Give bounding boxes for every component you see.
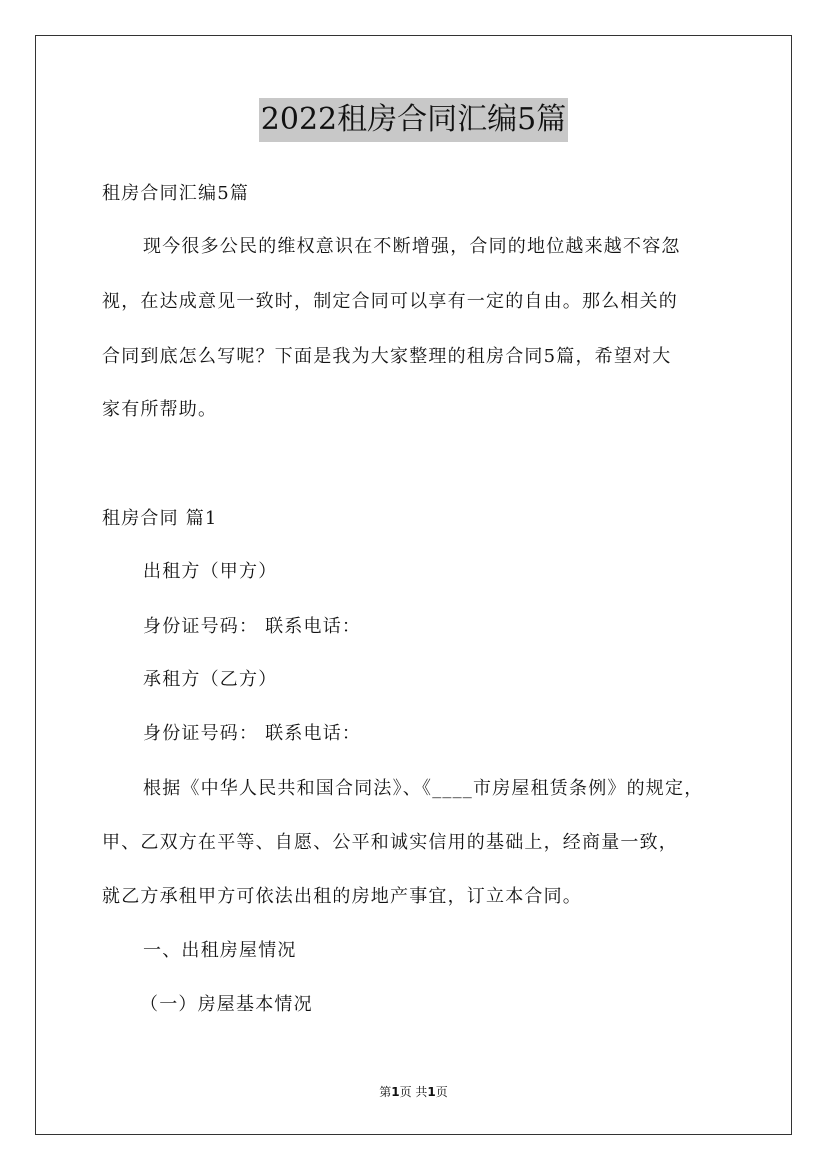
document-title-wrap — [0, 98, 827, 142]
footer-prefix: 第 — [379, 1085, 392, 1099]
document-subtitle: 租房合同汇编5篇 — [102, 183, 250, 204]
basis-line-2: 甲、乙双方在平等、自愿、公平和诚实信用的基础上，经商量一致， — [102, 832, 678, 853]
footer-mid: 页 共 — [399, 1085, 428, 1099]
lessee-contact-line: 身份证号码： 联系电话： — [143, 723, 362, 744]
footer-page-number: 1 — [391, 1085, 400, 1099]
section-heading: 租房合同 篇1 — [102, 508, 218, 529]
intro-line-3: 合同到底怎么写呢？下面是我为大家整理的租房合同5篇，希望对大 — [102, 346, 672, 367]
lessor-line: 出租方（甲方） — [143, 561, 278, 582]
lessee-line: 承租方（乙方） — [143, 669, 278, 690]
intro-line-2: 视，在达成意见一致时，制定合同可以享有一定的自由。那么相关的 — [102, 291, 678, 312]
basis-line-3: 就乙方承租甲方可依法出租的房地产事宜，订立本合同。 — [102, 886, 582, 907]
intro-line-4: 家有所帮助。 — [102, 399, 218, 420]
footer-total-pages: 1 — [427, 1085, 436, 1099]
document-title: 2022租房合同汇编5篇 — [259, 98, 568, 142]
footer-suffix: 页 — [435, 1085, 448, 1099]
intro-line-1: 现今很多公民的维权意识在不断增强，合同的地位越来越不容忽 — [143, 236, 681, 257]
basis-line-1: 根据《中华人民共和国合同法》、《____市房屋租赁条例》的规定， — [143, 778, 704, 799]
page-footer — [0, 1083, 827, 1100]
clause-1-heading: 一、出租房屋情况 — [143, 940, 297, 961]
lessor-contact-line: 身份证号码： 联系电话： — [143, 616, 362, 637]
clause-1-1-heading: （一）房屋基本情况 — [140, 994, 313, 1015]
